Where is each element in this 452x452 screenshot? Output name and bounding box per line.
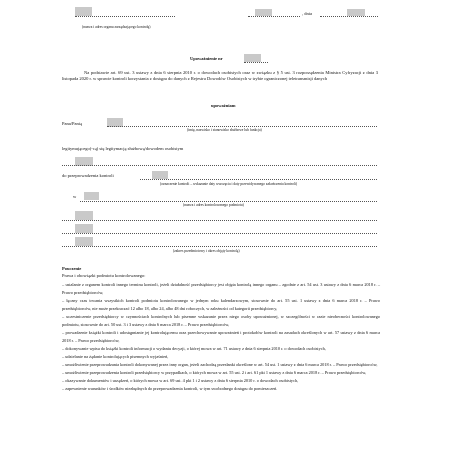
pouczenie-subtitle: Prawa i obowiązki podmiotu kontrolowanego:	[62, 273, 146, 278]
legal-basis-paragraph: Na podstawie art. 69 ust. 3 ustawy z dnia 6 sierpnia 2010 r. o dowodach osobistych oraz w związku z § 5 ust. 3 rozporządzenia Ministra Cyfryzacji z dnia 3 listopada 2020 r. w sprawie kontroli korzystania z dostępu do danych z Rejestru Dowodów Osobistych w trybie ograniczonej teletransmisji danych	[62, 70, 378, 81]
pouczenie-item: – okazywanie dokumentów i urządzeń, o których mowa w art. 69 ust. 4 pkt 1 i 2 ustawy z dnia 6 sierpnia 2010 r. o dowodach osobistych,	[62, 378, 299, 383]
control-caption: (oznaczenie kontroli – wskazanie daty wszczęcia i daty przewidywanego zakończenia kontroli)	[160, 182, 298, 186]
place-redaction	[255, 9, 272, 16]
title-number-redaction	[244, 54, 261, 62]
authorize-heading: upoważniam	[211, 103, 236, 108]
scope-redaction-1	[75, 211, 93, 220]
document-title: Upoważnienie nr	[190, 56, 223, 61]
entity-redaction	[84, 192, 99, 200]
org-name-redaction	[75, 7, 92, 16]
pouczenie-item: – uczestniczenie przedsiębiorcy w czynnościach kontrolnych lub pisemne wskazanie przez niego osoby upoważnionej, w szczególności w razie nieobecności kontrolowanego podmiotu, stosownie do art. 50 ust. 3 i 3 ustawy z dnia 6 marca 2018 r. – Prawo przedsiębiorców,	[62, 314, 380, 327]
entity-prefix: w	[73, 194, 77, 199]
title-number-line	[244, 62, 268, 63]
place-line	[248, 16, 300, 17]
pouczenie-item: – dokonywanie wpisu do książki kontroli informacji o wydaniu decyzji, o której mowa w art. 71 ustawy z dnia 6 sierpnia 2010 r. o dowodach osobistych,	[62, 346, 326, 351]
pouczenie-item: – prowadzenie książki kontroli i udostępnianie jej kontrolującemu oraz przechowywanie upoważnień i protokołów kontroli na zasadach określonych w art. 57 ustawy z dnia 6 marca 2018 r. – Prawo przedsiębiorców,	[62, 330, 380, 343]
scope-redaction-2	[75, 224, 93, 233]
entity-line	[80, 201, 377, 202]
date-redaction	[347, 9, 365, 16]
id-line-1	[62, 165, 377, 166]
date-separator: , dnia	[302, 11, 312, 16]
date-line	[320, 16, 378, 17]
pouczenie-list	[62, 281, 380, 393]
control-prefix: do przeprowadzenia kontroli	[62, 173, 114, 178]
scope-redaction-3	[75, 237, 93, 246]
person-caption: (imię, nazwisko i stanowisko służbowe lub funkcja)	[187, 128, 262, 132]
scope-line-2	[62, 233, 377, 234]
person-line	[107, 126, 377, 127]
person-prefix: Pana/Panią	[62, 121, 82, 126]
id-document-line: legitymującego(-cą) się legitymacją służbową/dowodem osobistym	[62, 146, 184, 151]
org-caption: (nazwa i adres organu zarządzającego kontrolę)	[82, 25, 151, 29]
scope-line-3	[62, 246, 377, 247]
scope-line-1	[62, 220, 377, 221]
pouczenie-title: Pouczenie	[62, 266, 82, 271]
control-redaction	[152, 171, 168, 179]
pouczenie-item: – umożliwienie przeprowadzenia kontroli przedsiębiorcy w przypadkach, o których mowa w art. 55 ust. 2 i art. 61 pkt 1 ustawy z dnia 6 marca 2018 r. – Prawo przedsiębiorców,	[62, 370, 367, 375]
pouczenie-item: – umożliwienie przeprowadzania kontroli dokonywanej przez inny organ, jeżeli zachodzą przesłanki określone w art. 54 ust. 1 ustawy z dnia 6 marca 2018 r. – Prawo przedsiębiorców,	[62, 362, 378, 367]
scope-caption: (zakres przedmiotowy i okres objęty kontrolą)	[173, 249, 240, 253]
entity-caption: (nazwa i adres kontrolowanego podmiotu)	[183, 203, 244, 207]
pouczenie-item: – łączny czas trwania wszystkich kontroli podmiotu kontrolowanego w jednym roku kalendarzowym, stosownie do art. 55 ust. 1 ustawy z dnia 6 marca 2018 r. – Prawo przedsiębiorców, nie może przekraczać 12 albo 18, albo 24, albo 48 dni roboczych, w zależności od kategorii przedsiębiorcy,	[62, 298, 380, 311]
org-name-line	[75, 16, 175, 17]
pouczenie-item: – zapewnienie warunków i środków niezbędnych do przeprowadzenia kontroli, w tym swobodnego dostępu do pomieszczeń.	[62, 386, 278, 391]
pouczenie-item: – udzielanie na żądanie kontrolujących pisemnych wyjaśnień,	[62, 354, 169, 359]
pouczenie-item: – ustalanie z organem kontroli innego terminu kontroli, jeżeli działalność przedsiębiorcy jest objęta kontrolą innego organu – zgodnie z art. 54 ust. 3 ustawy z dnia 6 marca 2018 r. – Prawo przedsiębiorców,	[62, 282, 380, 295]
control-line	[140, 179, 377, 180]
